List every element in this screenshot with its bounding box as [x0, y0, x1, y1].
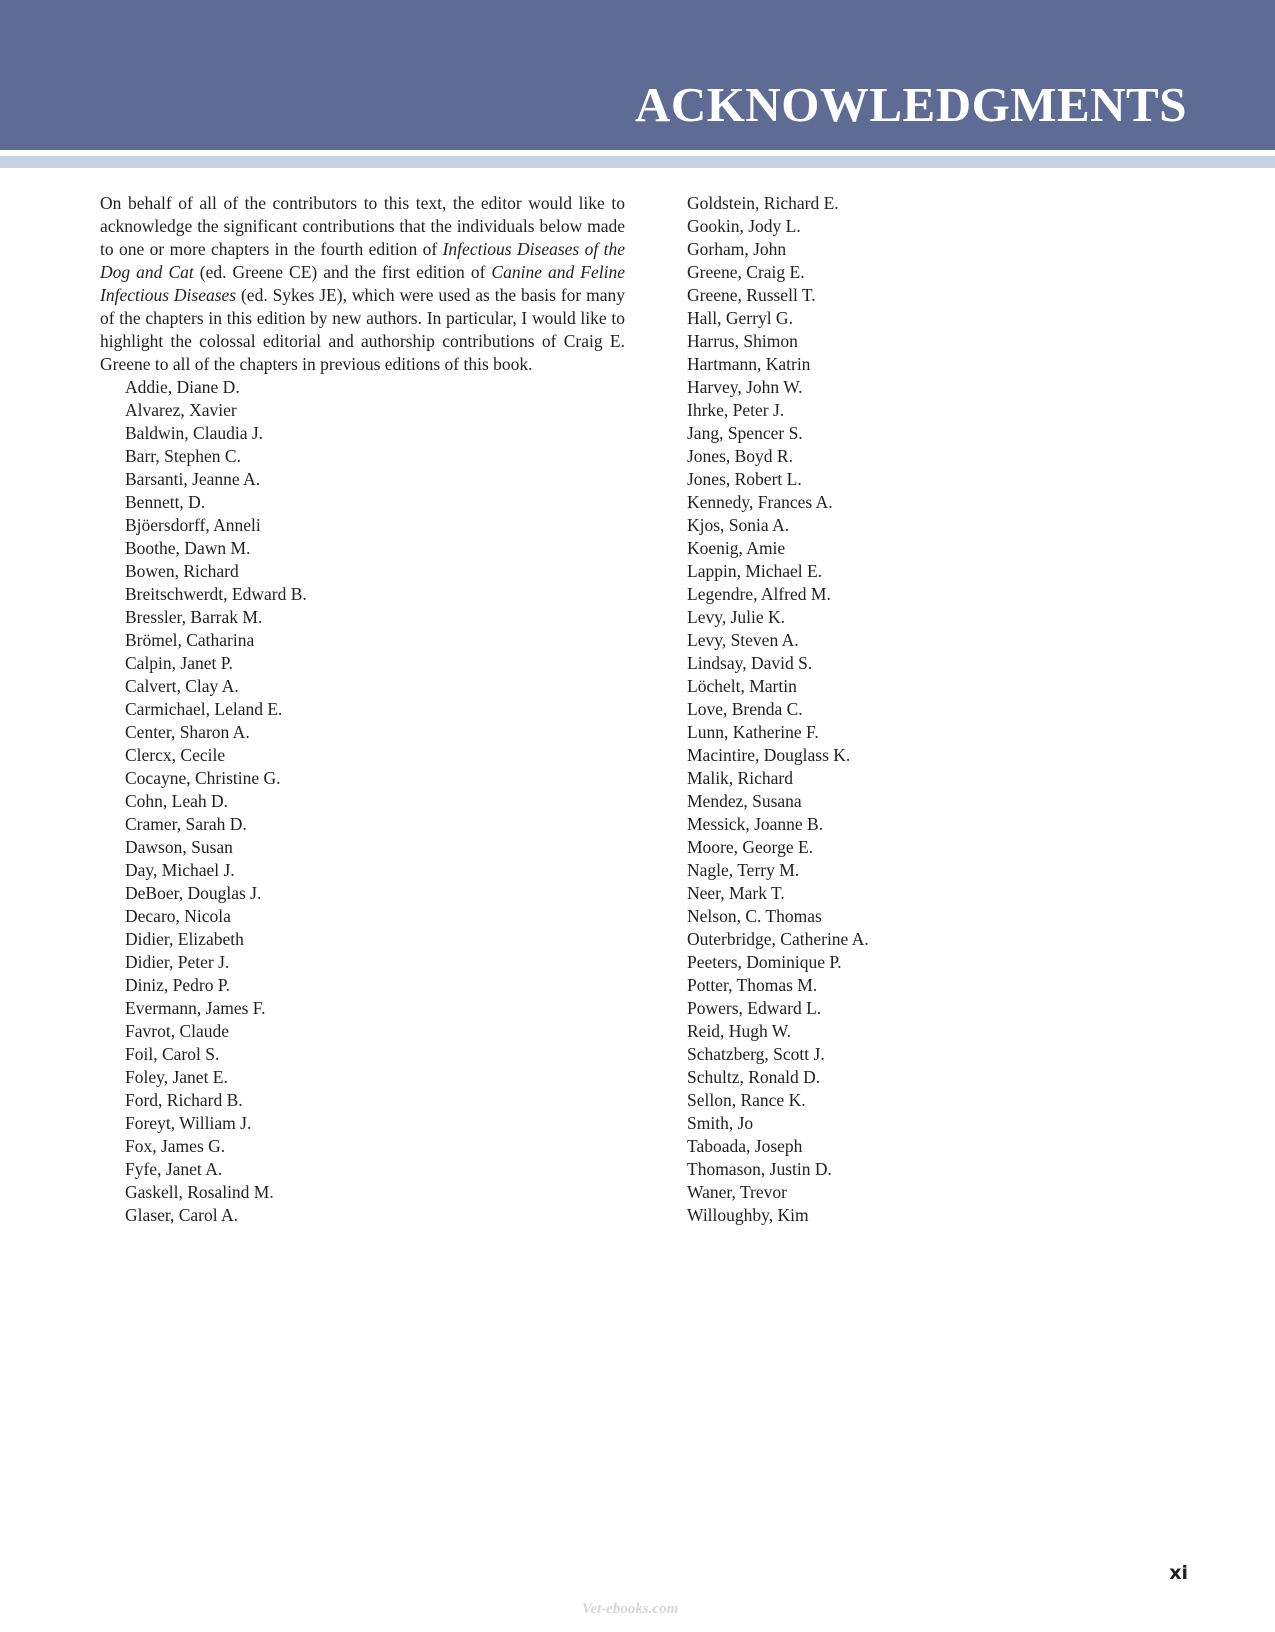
contributor-name: Goldstein, Richard E. [687, 193, 839, 213]
page-number: xi [1169, 1562, 1188, 1584]
contributor-name: Lunn, Katherine F. [687, 722, 819, 742]
contributor-name: Willoughby, Kim [687, 1205, 809, 1225]
contributor-name: Alvarez, Xavier [125, 400, 237, 420]
contributor-name: Ford, Richard B. [125, 1090, 243, 1110]
contributor-name: Lindsay, David S. [687, 653, 813, 673]
contributor-name: Gorham, John [687, 239, 787, 259]
contributor-name: Schatzberg, Scott J. [687, 1044, 825, 1064]
contributor-name: Lappin, Michael E. [687, 561, 823, 581]
contributor-name: DeBoer, Douglas J. [125, 883, 262, 903]
contributor-name: Greene, Russell T. [687, 285, 816, 305]
contributor-name: Barr, Stephen C. [125, 446, 241, 466]
contributor-name: Love, Brenda C. [687, 699, 803, 719]
contributor-name: Reid, Hugh W. [687, 1021, 792, 1041]
intro-text-3: (ed. Sykes JE), which were used as the basis for many of the chapters in this edition by new authors. In particular, I would like to highlight the colossal editorial and authorship contributions of Craig E. Greene to all of the chapters in previous editions of this book. [100, 285, 625, 374]
contributor-name: Breitschwerdt, Edward B. [125, 584, 307, 604]
contributor-name: Fyfe, Janet A. [125, 1159, 223, 1179]
contributor-name: Potter, Thomas M. [687, 975, 818, 995]
contributor-name: Peeters, Dominique P. [687, 952, 842, 972]
intro-paragraph [100, 192, 625, 376]
contributor-name: Calpin, Janet P. [125, 653, 233, 673]
watermark-logo [580, 1595, 696, 1619]
contributor-list-left [100, 376, 625, 1227]
left-column [100, 192, 625, 1227]
contributor-name: Foil, Carol S. [125, 1044, 220, 1064]
contributor-name: Calvert, Clay A. [125, 676, 239, 696]
contributor-name: Cohn, Leah D. [125, 791, 229, 811]
contributor-name: Moore, George E. [687, 837, 814, 857]
contributor-name: Legendre, Alfred M. [687, 584, 831, 604]
contributor-name: Hall, Gerryl G. [687, 308, 793, 328]
contributor-name: Gookin, Jody L. [687, 216, 801, 236]
contributor-name: Brömel, Catharina [125, 630, 255, 650]
contributor-list-right [687, 192, 1167, 1227]
watermark-text: Vet-ebooks.com [582, 1601, 679, 1617]
contributor-name: Bennett, D. [125, 492, 206, 512]
contributor-name: Barsanti, Jeanne A. [125, 469, 261, 489]
contributor-name: Didier, Elizabeth [125, 929, 244, 949]
contributor-name: Powers, Edward L. [687, 998, 822, 1018]
contributor-name: Decaro, Nicola [125, 906, 231, 926]
contributor-name: Kennedy, Frances A. [687, 492, 833, 512]
contributor-name: Messick, Joanne B. [687, 814, 824, 834]
contributor-name: Center, Sharon A. [125, 722, 250, 742]
book-title-1: Infectious Diseases of the Dog and Cat [100, 239, 626, 282]
contributor-name: Mendez, Susana [687, 791, 802, 811]
contributor-name: Taboada, Joseph [687, 1136, 803, 1156]
contributor-name: Smith, Jo [687, 1113, 754, 1133]
contributor-name: Thomason, Justin D. [687, 1159, 832, 1179]
contributor-name: Kjos, Sonia A. [687, 515, 790, 535]
contributor-name: Greene, Craig E. [687, 262, 805, 282]
contributor-name: Nelson, C. Thomas [687, 906, 822, 926]
contributor-name: Koenig, Amie [687, 538, 786, 558]
contributor-name: Bowen, Richard [125, 561, 239, 581]
contributor-name: Hartmann, Katrin [687, 354, 811, 374]
contributor-name: Foley, Janet E. [125, 1067, 228, 1087]
contributor-name: Outerbridge, Catherine A. [687, 929, 869, 949]
contributor-name: Malik, Richard [687, 768, 793, 788]
contributor-name: Addie, Diane D. [125, 377, 240, 397]
contributor-name: Schultz, Ronald D. [687, 1067, 821, 1087]
intro-text-2: (ed. Greene CE) and the first edition of [193, 262, 492, 282]
contributor-name: Sellon, Rance K. [687, 1090, 806, 1110]
contributor-name: Day, Michael J. [125, 860, 235, 880]
right-column [687, 192, 1167, 1227]
contributor-name: Waner, Trevor [687, 1182, 787, 1202]
contributor-name: Löchelt, Martin [687, 676, 797, 696]
contributor-name: Levy, Steven A. [687, 630, 799, 650]
contributor-name: Neer, Mark T. [687, 883, 785, 903]
contributor-name: Bjöersdorff, Anneli [125, 515, 261, 535]
contributor-name: Nagle, Terry M. [687, 860, 800, 880]
contributor-name: Jones, Boyd R. [687, 446, 793, 466]
contributor-name: Dawson, Susan [125, 837, 233, 857]
contributor-name: Bressler, Barrak M. [125, 607, 263, 627]
contributor-name: Favrot, Claude [125, 1021, 230, 1041]
contributor-name: Ihrke, Peter J. [687, 400, 785, 420]
contributor-name: Macintire, Douglass K. [687, 745, 851, 765]
contributor-name: Didier, Peter J. [125, 952, 230, 972]
contributor-name: Gaskell, Rosalind M. [125, 1182, 274, 1202]
contributor-name: Harrus, Shimon [687, 331, 798, 351]
contributor-name: Evermann, James F. [125, 998, 266, 1018]
intro-text-1: On behalf of all of the contributors to this text, the editor would like to acknowledge the significant contributions that the individuals below made to one or more chapters in the fourth edition of [100, 193, 625, 259]
contributor-name: Clercx, Cecile [125, 745, 226, 765]
contributor-name: Carmichael, Leland E. [125, 699, 283, 719]
contributor-name: Baldwin, Claudia J. [125, 423, 264, 443]
contributor-name: Glaser, Carol A. [125, 1205, 239, 1225]
header-rule [0, 156, 1275, 168]
contributor-name: Jones, Robert L. [687, 469, 802, 489]
contributor-name: Jang, Spencer S. [687, 423, 803, 443]
contributor-name: Foreyt, William J. [125, 1113, 252, 1133]
contributor-name: Harvey, John W. [687, 377, 803, 397]
book-title-2: Canine and Feline Infectious Diseases [100, 262, 625, 305]
contributor-name: Levy, Julie K. [687, 607, 786, 627]
contributor-name: Cramer, Sarah D. [125, 814, 247, 834]
contributor-name: Diniz, Pedro P. [125, 975, 230, 995]
contributor-name: Fox, James G. [125, 1136, 226, 1156]
page-title: ACKNOWLEDGMENTS [634, 77, 1187, 132]
contributor-name: Boothe, Dawn M. [125, 538, 251, 558]
contributor-name: Cocayne, Christine G. [125, 768, 281, 788]
